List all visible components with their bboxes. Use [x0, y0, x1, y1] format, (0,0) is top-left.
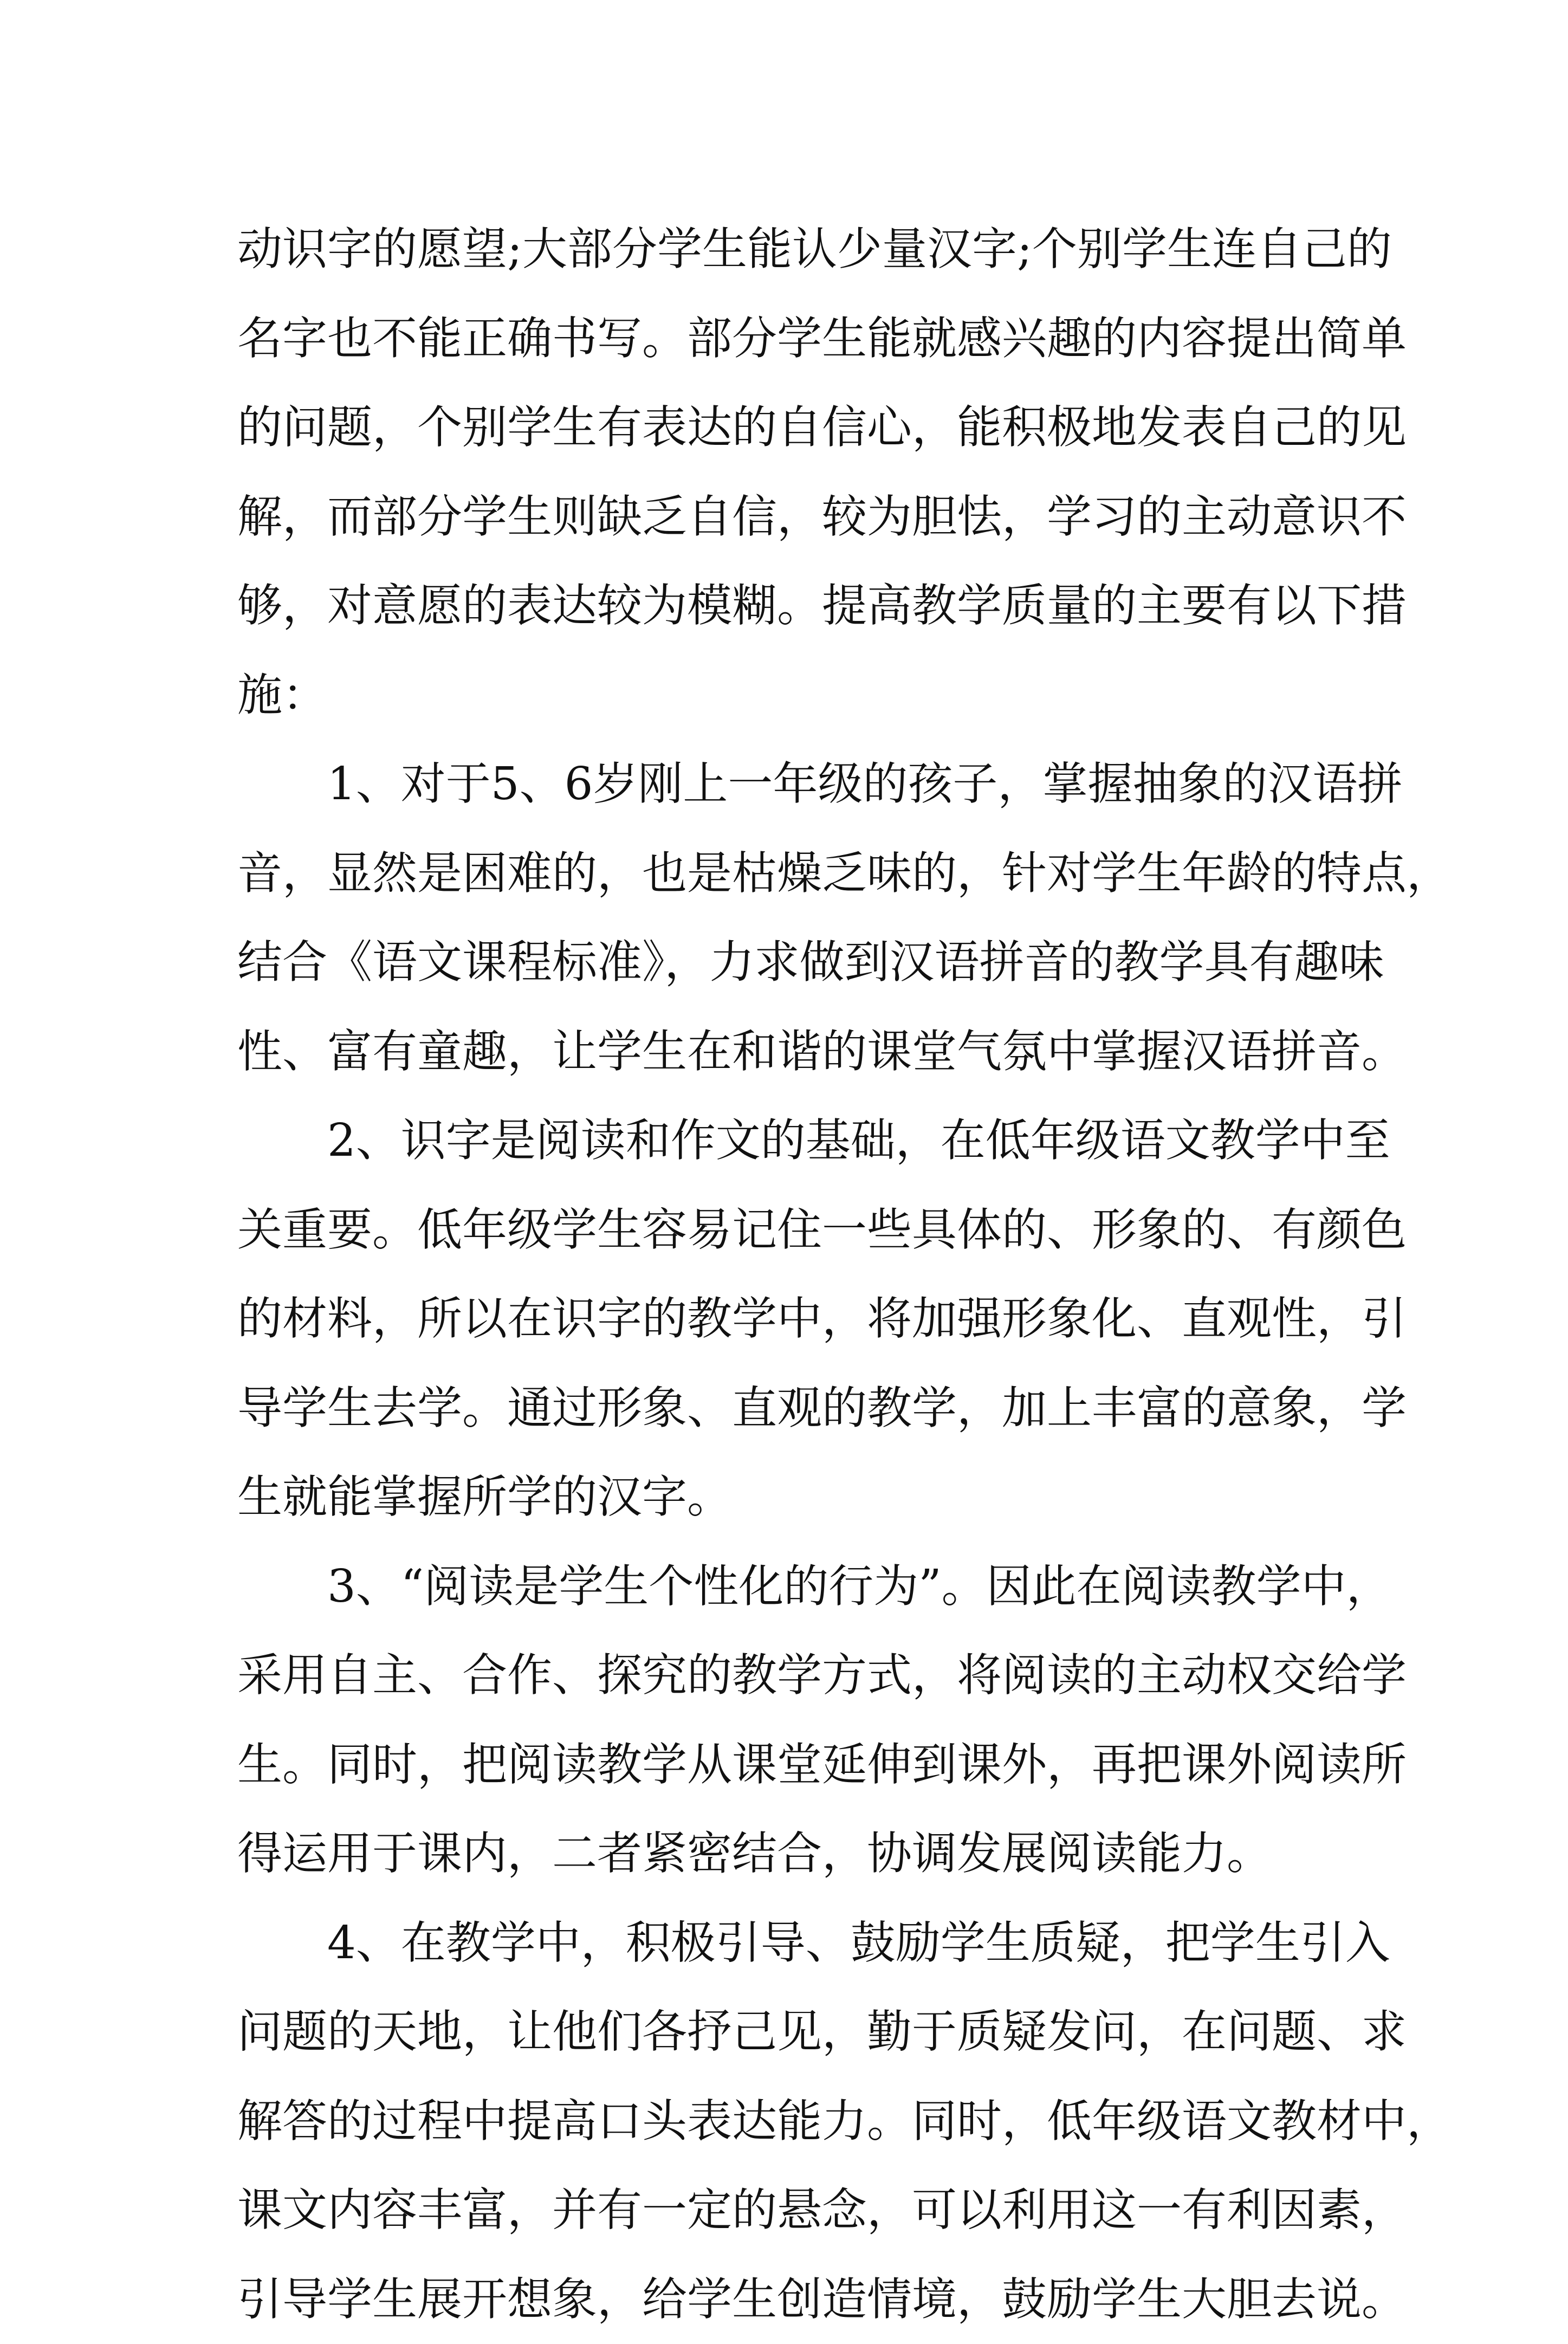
text-line: 导学生去学。通过形象、直观的教学，加上丰富的意象，学 [237, 1364, 1343, 1453]
text-line: 施： [237, 651, 1343, 740]
paragraph-item-2 [237, 1096, 1343, 1542]
text-line: 3、“阅读是学生个性化的行为”。因此在阅读教学中， [237, 1542, 1343, 1631]
text-line: 问题的天地，让他们各抒己见，勤于质疑发问，在问题、求 [237, 1987, 1343, 2077]
text-line: 的问题，个别学生有表达的自信心，能积极地发表自己的见 [237, 383, 1343, 472]
paragraph-item-3 [237, 1542, 1343, 1899]
text-line: 1、对于5、6岁刚上一年级的孩子，掌握抽象的汉语拼 [237, 740, 1343, 829]
paragraph-item-4 [237, 1899, 1343, 2344]
text-line: 的材料，所以在识字的教学中，将加强形象化、直观性，引 [237, 1274, 1343, 1364]
paragraph-intro [237, 205, 1343, 740]
text-line: 得运用于课内，二者紧密结合，协调发展阅读能力。 [237, 1809, 1343, 1899]
text-line: 关重要。低年级学生容易记住一些具体的、形象的、有颜色 [237, 1186, 1343, 1275]
text-line: 性、富有童趣，让学生在和谐的课堂气氛中掌握汉语拼音。 [237, 1007, 1343, 1097]
text-line: 4、在教学中，积极引导、鼓励学生质疑，把学生引入 [237, 1899, 1343, 1988]
text-line: 结合《语文课程标准》，力求做到汉语拼音的教学具有趣味 [237, 918, 1343, 1007]
text-line: 引导学生展开想象，给学生创造情境，鼓励学生大胆去说。 [237, 2255, 1343, 2344]
text-line: 解，而部分学生则缺乏自信，较为胆怯，学习的主动意识不 [237, 472, 1343, 562]
text-line: 生。同时，把阅读教学从课堂延伸到课外，再把课外阅读所 [237, 1720, 1343, 1810]
text-line: 采用自主、合作、探究的教学方式，将阅读的主动权交给学 [237, 1631, 1343, 1720]
text-line: 2、识字是阅读和作文的基础，在低年级语文教学中至 [237, 1096, 1343, 1186]
text-line: 够，对意愿的表达较为模糊。提高教学质量的主要有以下措 [237, 561, 1343, 651]
text-line: 课文内容丰富，并有一定的悬念，可以利用这一有利因素， [237, 2166, 1343, 2255]
text-line: 动识字的愿望;大部分学生能认少量汉字;个别学生连自己的 [237, 205, 1343, 294]
text-line: 解答的过程中提高口头表达能力。同时，低年级语文教材中， [237, 2077, 1343, 2166]
document-body [237, 205, 1343, 2344]
text-line: 名字也不能正确书写。部分学生能就感兴趣的内容提出简单 [237, 294, 1343, 384]
text-line: 音，显然是困难的，也是枯燥乏味的，针对学生年龄的特点， [237, 829, 1343, 918]
text-line: 生就能掌握所学的汉字。 [237, 1453, 1343, 1542]
paragraph-item-1 [237, 740, 1343, 1096]
